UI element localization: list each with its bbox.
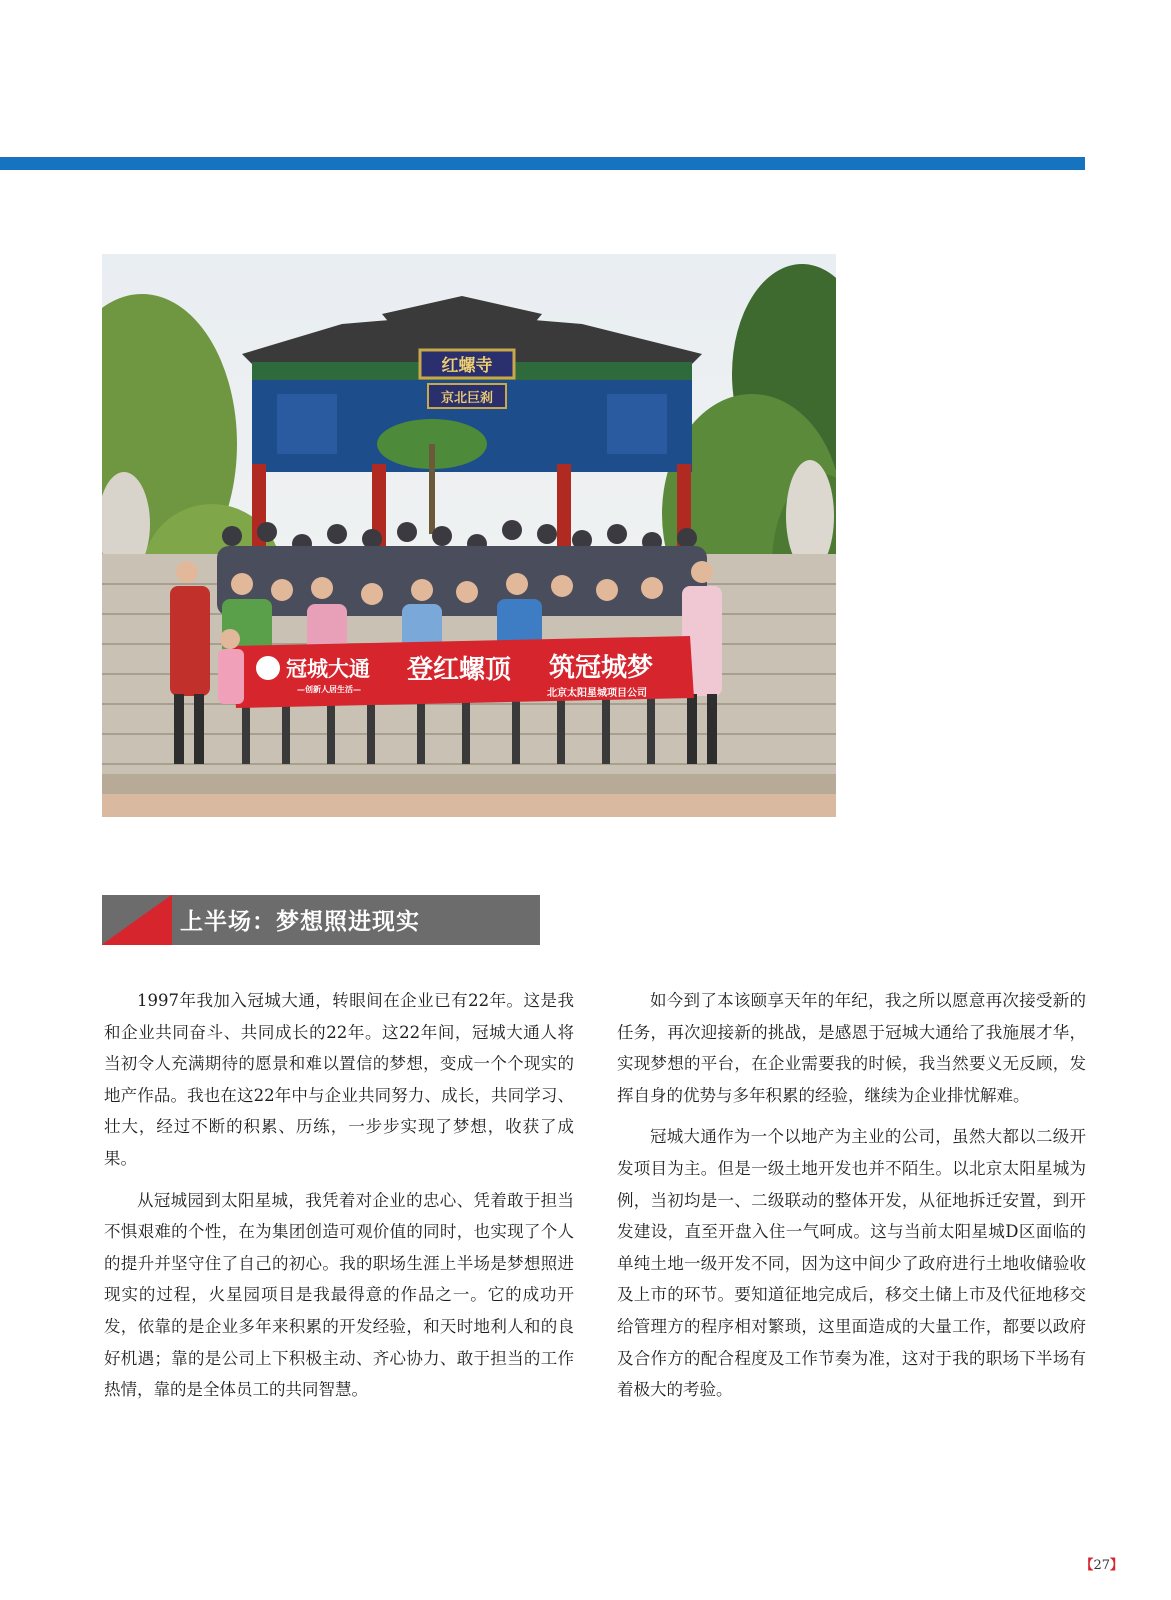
section-title: 上半场：梦想照进现实: [180, 909, 420, 935]
top-accent-bar: [0, 157, 1085, 170]
right-column: [617, 985, 1086, 1416]
banner-org: 北京太阳星城项目公司: [547, 688, 647, 699]
paragraph: 从冠城园到太阳星城，我凭着对企业的忠心、凭着敢于担当不惧艰难的个性，在为集团创造可观价值的同时，也实现了个人的提升并坚守住了自己的初心。我的职场生涯上半场是梦想照进现实的过程，火星园项目是我最得意的作品之一。它的成功开发，依靠的是企业多年来积累的开发经验，和天时地利人和的良好机遇；靠的是公司上下积极主动、齐心协力、敢于担当的工作热情，靠的是全体员工的共同智慧。: [104, 1190, 574, 1400]
banner-slogan-2: 筑冠城梦: [549, 653, 654, 683]
plaque-bottom-text: 京北巨刹: [440, 391, 494, 406]
left-column: [104, 985, 574, 1416]
plaque-top-text: 红螺寺: [441, 356, 493, 376]
paragraph: 如今到了本该颐享天年的年纪，我之所以愿意再次接受新的任务，再次迎接新的挑战，是感恩于冠城大通给了我施展才华，实现梦想的平台，在企业需要我的时候，我当然要义无反顾，发挥自身的优势与多年积累的经验，继续为企业排忧解难。: [617, 991, 1086, 1105]
heading-accent: [102, 895, 172, 945]
page-number: 【27】: [1080, 1558, 1123, 1573]
banner-slogan-1: 登红螺顶: [407, 655, 512, 685]
banner-logo-sub: —创新人居生活—: [297, 685, 361, 694]
group-photo: [102, 254, 836, 817]
section-heading: [102, 895, 540, 945]
paragraph: 1997年我加入冠城大通，转眼间在企业已有22年。这是我和企业共同奋斗、共同成长的22年。这22年间，冠城大通人将当初令人充满期待的愿景和难以置信的梦想，变成一个个现实的地产作品。我也在这22年中与企业共同努力、成长，共同学习、壮大，经过不断的积累、历练，一步步实现了梦想，收获了成果。: [104, 991, 574, 1168]
paragraph: 冠城大通作为一个以地产为主业的公司，虽然大都以二级开发项目为主。但是一级土地开发也并不陌生。以北京太阳星城为例，当初均是一、二级联动的整体开发，从征地拆迁安置，到开发建设，直至开盘入住一气呵成。这与当前太阳星城D区面临的单纯土地一级开发不同，因为这中间少了政府进行土地收储验收及上市的环节。要知道征地完成后，移交土储上市及代征地移交给管理方的程序相对繁琐，这里面造成的大量工作，都要以政府及合作方的配合程度及工作节奏为准，这对于我的职场下半场有着极大的考验。: [617, 1127, 1086, 1400]
banner-logo: 冠城大通: [286, 657, 370, 681]
